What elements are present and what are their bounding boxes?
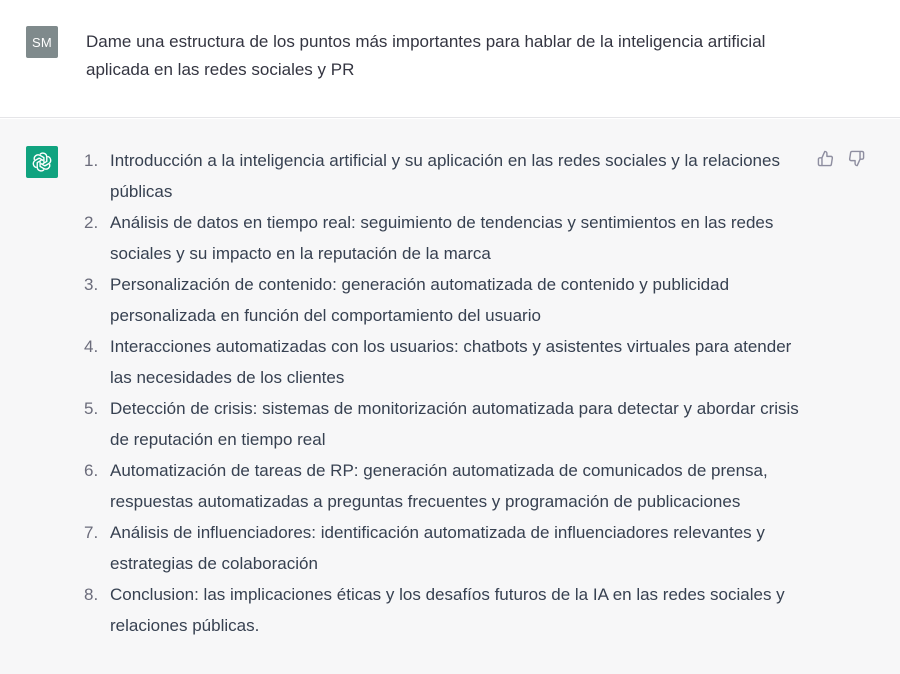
list-item-text: Análisis de influenciadores: identificación automatizada de influenciadores relevantes y estrategias de colaboración [110, 523, 765, 573]
assistant-avatar [26, 146, 58, 178]
answer-list [84, 145, 814, 641]
list-item [84, 455, 814, 517]
list-item [84, 207, 814, 269]
list-item-number: 8. [84, 585, 99, 604]
thumbs-up-icon [817, 150, 834, 167]
thumbs-down-button[interactable] [846, 148, 866, 168]
list-item-text: Análisis de datos en tiempo real: seguimiento de tendencias y sentimientos en las redes sociales y su impacto en la reputación de la marca [110, 213, 774, 263]
list-item [84, 517, 814, 579]
list-item-number: 6. [84, 461, 99, 480]
list-item-text: Automatización de tareas de RP: generación automatizada de comunicados de prensa, respuestas automatizadas a preguntas frecuentes y programación de publicaciones [110, 461, 768, 511]
list-item-number: 7. [84, 523, 99, 542]
thumbs-up-button[interactable] [815, 148, 835, 168]
list-item [84, 579, 814, 641]
list-item-number: 4. [84, 337, 99, 356]
list-item-number: 2. [84, 213, 99, 232]
user-message [0, 0, 900, 118]
list-item [84, 331, 814, 393]
list-item-text: Detección de crisis: sistemas de monitorización automatizada para detectar y abordar crisis de reputación en tiempo real [110, 399, 799, 449]
user-message-text: Dame una estructura de los puntos más importantes para hablar de la inteligencia artificial aplicada en las redes sociales y PR [86, 32, 766, 79]
list-item [84, 145, 814, 207]
list-item [84, 393, 814, 455]
list-item-text: Conclusion: las implicaciones éticas y los desafíos futuros de la IA en las redes sociales y relaciones públicas. [110, 585, 785, 635]
list-item-text: Introducción a la inteligencia artificial y su aplicación en las redes sociales y la relaciones públicas [110, 151, 780, 201]
list-item-number: 1. [84, 151, 99, 170]
list-item-text: Personalización de contenido: generación automatizada de contenido y publicidad personalizada en función del comportamiento del usuario [110, 275, 730, 325]
thumbs-down-icon [848, 150, 865, 167]
list-item-number: 5. [84, 399, 99, 418]
openai-logo-icon [31, 151, 53, 173]
user-avatar: SM [26, 26, 58, 58]
list-item-number: 3. [84, 275, 99, 294]
list-item [84, 269, 814, 331]
list-item-text: Interacciones automatizadas con los usuarios: chatbots y asistentes virtuales para atender las necesidades de los clientes [110, 337, 792, 387]
assistant-message [0, 119, 900, 674]
